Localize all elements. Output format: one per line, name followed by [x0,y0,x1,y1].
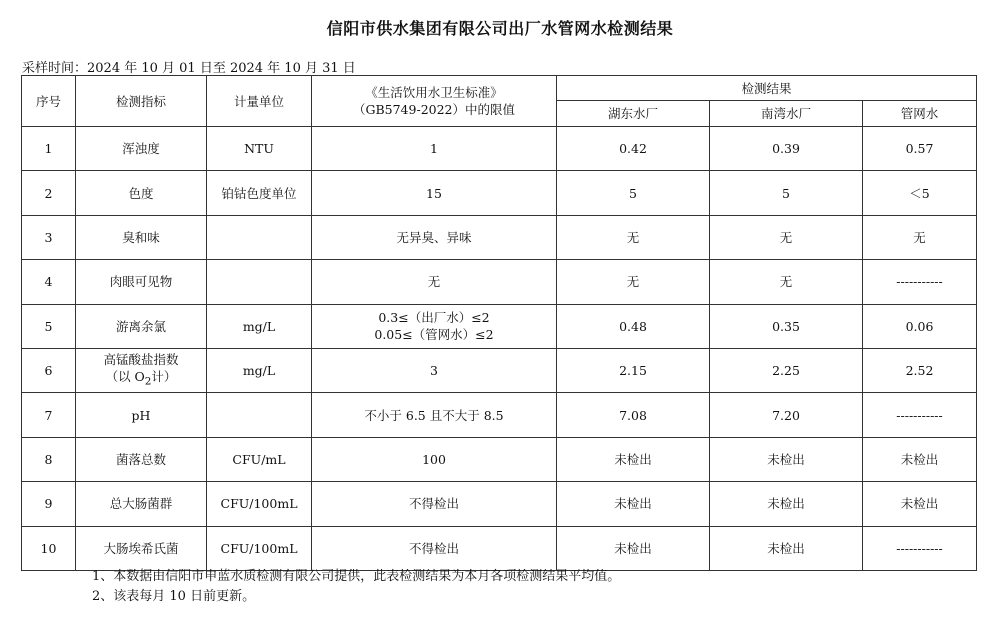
row-value-network: 无 [863,215,977,259]
table-row [22,171,977,215]
row-indicator-subscript: 2 [144,375,152,388]
row-limit: 3 [312,348,557,392]
row-indicator-line2 [78,368,204,391]
header-site-network: 管网水 [863,101,977,127]
header-unit: 计量单位 [207,76,312,127]
row-index: 4 [22,260,76,304]
row-value-network: ----------- [863,260,977,304]
row-limit: 不得检出 [312,482,557,526]
row-value-hudong: 7.08 [557,393,710,437]
row-indicator-suffix: 计） [151,368,177,384]
row-unit [207,260,312,304]
row-unit [207,393,312,437]
row-value-hudong: 0.42 [557,127,710,171]
row-index: 8 [22,437,76,481]
note-1: 1、本数据由信阳市申蓝水质检测有限公司提供，此表检测结果为本月各项检测结果平均值。 [92,569,621,584]
row-indicator: 总大肠菌群 [76,482,207,526]
row-unit: CFU/mL [207,437,312,481]
sample-time: 采样时间：2024 年 10 月 01 日至 2024 年 10 月 31 日 [22,61,356,76]
header-standard-line2: （GB5749-2022）中的限值 [352,102,516,117]
row-limit: 无异臭、异味 [312,215,557,259]
row-value-nanwan: 0.35 [710,304,863,348]
row-value-nanwan: 2.25 [710,348,863,392]
row-value-network: 未检出 [863,482,977,526]
row-unit: CFU/100mL [207,526,312,570]
row-value-hudong: 0.48 [557,304,710,348]
header-indicator: 检测指标 [76,76,207,127]
row-value-nanwan: 未检出 [710,526,863,570]
row-limit-line2: 0.05≤（管网水）≤2 [374,327,494,343]
row-indicator: 色度 [76,171,207,215]
row-value-network: 2.52 [863,348,977,392]
page-title: 信阳市供水集团有限公司出厂水管网水检测结果 [326,19,674,38]
table-row [22,304,977,348]
table-row [22,482,977,526]
row-limit: 无 [312,260,557,304]
row-index: 9 [22,482,76,526]
row-value-hudong: 5 [557,171,710,215]
header-standard-line1: 《生活饮用水卫生标准》 [365,85,503,100]
row-unit: mg/L [207,348,312,392]
header-index: 序号 [22,76,76,127]
table-row [22,437,977,481]
row-limit: 不小于 6.5 且不大于 8.5 [312,393,557,437]
row-value-hudong: 未检出 [557,437,710,481]
row-index: 7 [22,393,76,437]
row-unit: 铂钴色度单位 [207,171,312,215]
table-row [22,215,977,259]
note-2: 2、该表每月 10 日前更新。 [92,589,256,604]
row-value-nanwan: 未检出 [710,482,863,526]
row-limit [312,304,557,348]
row-unit: NTU [207,127,312,171]
row-unit [207,215,312,259]
row-index: 10 [22,526,76,570]
row-index: 5 [22,304,76,348]
row-limit: 1 [312,127,557,171]
table-row [22,260,977,304]
row-index: 2 [22,171,76,215]
row-value-hudong: 无 [557,260,710,304]
row-indicator: 大肠埃希氏菌 [76,526,207,570]
results-table [21,75,977,571]
row-value-hudong: 2.15 [557,348,710,392]
row-indicator: 臭和味 [76,215,207,259]
row-value-network: 未检出 [863,437,977,481]
header-site-hudong: 湖东水厂 [557,101,710,127]
row-limit: 不得检出 [312,526,557,570]
row-value-network: ----------- [863,526,977,570]
row-indicator [76,348,207,392]
table-header-row [22,76,977,101]
row-value-nanwan: 5 [710,171,863,215]
row-indicator: pH [76,393,207,437]
row-value-network: ＜5 [863,171,977,215]
header-site-nanwan: 南湾水厂 [710,101,863,127]
row-value-nanwan: 0.39 [710,127,863,171]
row-limit: 100 [312,437,557,481]
row-unit: CFU/100mL [207,482,312,526]
row-index: 1 [22,127,76,171]
table-row [22,127,977,171]
notes [92,567,620,607]
row-index: 3 [22,215,76,259]
row-unit: mg/L [207,304,312,348]
table-row [22,348,977,392]
row-indicator: 游离余氯 [76,304,207,348]
table-row [22,393,977,437]
row-limit-line1: 0.3≤（出厂水）≤2 [378,310,490,326]
row-indicator-prefix: （以 O [105,368,145,384]
row-value-hudong: 无 [557,215,710,259]
table-row [22,526,977,570]
row-value-network: 0.57 [863,127,977,171]
row-value-hudong: 未检出 [557,482,710,526]
row-limit: 15 [312,171,557,215]
row-indicator: 浑浊度 [76,127,207,171]
row-value-hudong: 未检出 [557,526,710,570]
row-indicator-line1: 高锰酸盐指数 [103,351,179,367]
row-value-nanwan: 无 [710,260,863,304]
row-indicator: 肉眼可见物 [76,260,207,304]
row-value-network: ----------- [863,393,977,437]
row-value-nanwan: 7.20 [710,393,863,437]
row-index: 6 [22,348,76,392]
header-standard [312,76,557,127]
row-indicator: 菌落总数 [76,437,207,481]
header-results: 检测结果 [557,76,977,101]
row-value-nanwan: 无 [710,215,863,259]
row-value-nanwan: 未检出 [710,437,863,481]
row-value-network: 0.06 [863,304,977,348]
